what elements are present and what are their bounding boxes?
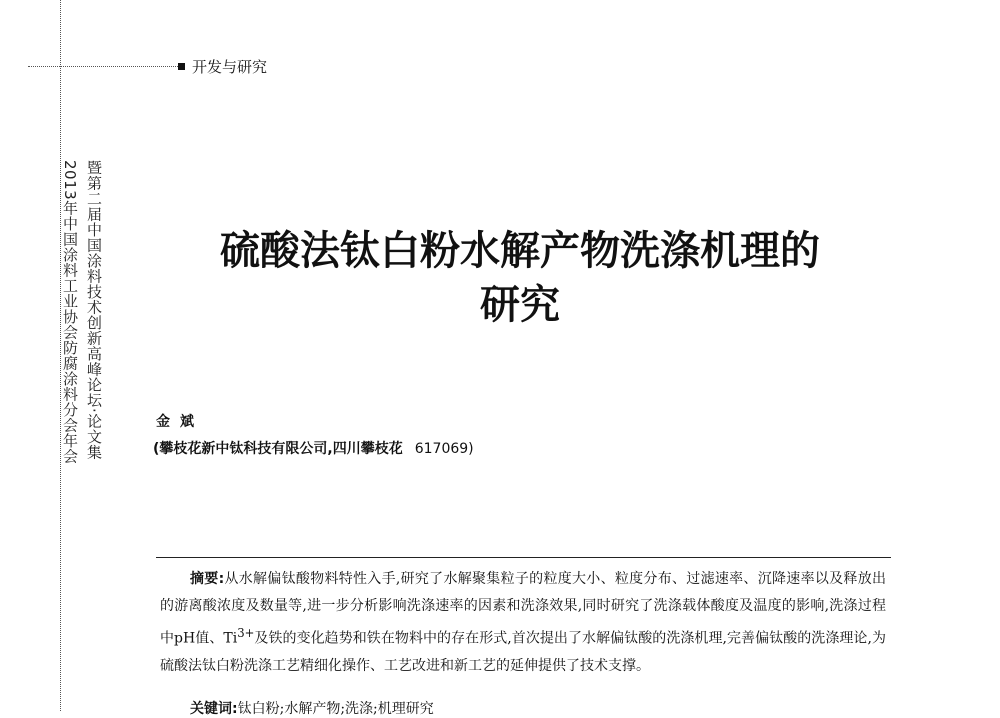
- paper-title: [180, 224, 860, 332]
- abstract-label: 摘要:: [190, 571, 225, 587]
- abstract-superscript: 3+: [237, 626, 255, 640]
- keywords: [190, 698, 434, 718]
- affiliation-org: (攀枝花新中钛科技有限公司,四川攀枝花: [153, 441, 403, 457]
- affiliation-postcode: 617069): [414, 441, 474, 457]
- paper-title-line-1: 硫酸法钛白粉水解产物洗涤机理的: [220, 227, 820, 274]
- paper-title-line-2: 研究: [480, 281, 560, 328]
- section-tag: [178, 56, 267, 77]
- author-affiliation: [153, 438, 474, 458]
- abstract: [160, 566, 886, 680]
- square-bullet-icon: [178, 63, 185, 70]
- abstract-text-part-1: 从水解偏钛酸物料特性入手,研究了水解聚集粒子的粒度大小、粒度分布、过滤速率、沉降速率以及释放出的游离酸浓度及数量等,进一步分析影响洗涤速率的因素和洗涤效果,同时研究了洗涤载体酸度及温度的影响,洗涤过程中pH值、Ti: [160, 571, 886, 647]
- author-name: 金斌: [156, 414, 204, 430]
- header-dotted-line: [28, 66, 180, 67]
- abstract-divider: [156, 557, 891, 558]
- keywords-label: 关键词:: [190, 701, 238, 717]
- sidebar-proceedings-title: 暨第二届中国涂料技术创新高峰论坛·论文集: [85, 160, 103, 460]
- keywords-text: 钛白粉;水解产物;洗涤;机理研究: [237, 701, 434, 717]
- abstract-text-part-2: 及铁的变化趋势和铁在物料中的存在形式,首次提出了水解偏钛酸的洗涤机理,完善偏钛酸的洗涤理论,为硫酸法钛白粉洗涤工艺精细化操作、工艺改进和新工艺的延伸提供了技术支撑。: [160, 630, 886, 674]
- section-tag-label: 开发与研究: [192, 58, 268, 76]
- sidebar-conference-title: 2013年中国涂料工业协会防腐涂料分会年会: [61, 160, 79, 464]
